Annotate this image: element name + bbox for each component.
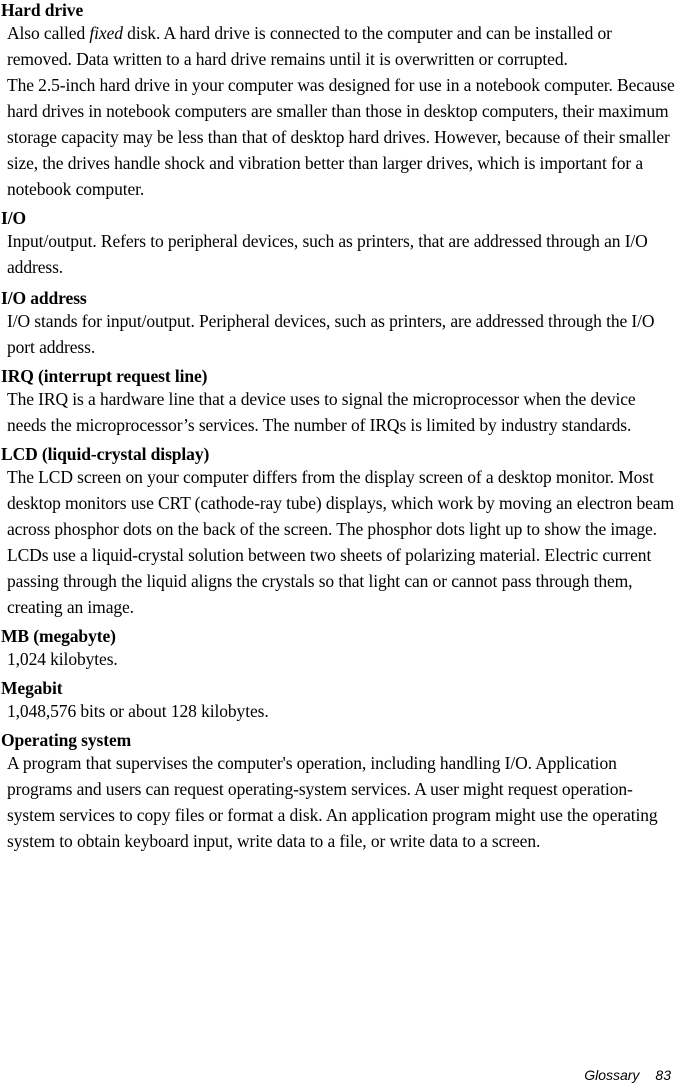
glossary-term: Megabit: [1, 678, 63, 698]
glossary-term: Hard drive: [1, 0, 84, 20]
glossary-entry-lcd: [0, 444, 681, 620]
emphasized-term: fixed: [89, 23, 123, 43]
definition-paragraph: A program that supervises the computer's operation, including handling I/O. Application programs and users can request operating-system services. A user might request operation-system services to copy files or format a disk. An application program might use the operating system to obtain keyboard input, write data to a file, or write data to a screen.: [7, 753, 658, 851]
glossary-term: MB (megabyte): [1, 626, 116, 646]
definition-paragraph: The LCD screen on your computer differs from the display screen of a desktop monitor. Most desktop monitors use CRT (cathode-ray tube) displays, which work by moving an electron beam across phosphor dots on the back of the screen. The phosphor dots light up to show the image. LCDs use a liquid-crystal solution between two sheets of polarizing material. Electric current passing through the liquid aligns the crystals so that light can or cannot pass through them, creating an image.: [7, 467, 675, 617]
glossary-term: I/O address: [1, 288, 87, 308]
glossary-entry-irq: [0, 366, 681, 438]
glossary-entry-operating-system: [0, 730, 681, 854]
glossary-definition: [0, 20, 679, 202]
definition-paragraph: Also called fixed disk. A hard drive is connected to the computer and can be installed or removed. Data written to a hard drive remains until it is overwritten or corrupted.: [7, 23, 612, 69]
glossary-term: I/O: [1, 208, 26, 228]
page-footer: [584, 1066, 671, 1084]
glossary-entry-io-address: [0, 288, 681, 360]
definition-paragraph: 1,024 kilobytes.: [7, 649, 118, 669]
glossary-term: LCD (liquid-crystal display): [1, 444, 210, 464]
glossary-entry-hard-drive: [0, 0, 681, 202]
glossary-definition: [0, 646, 679, 672]
glossary-entry-mb: [0, 626, 681, 672]
glossary-term: IRQ (interrupt request line): [1, 366, 208, 386]
definition-paragraph: I/O stands for input/output. Peripheral devices, such as printers, are addressed through the I/O port address.: [7, 311, 655, 357]
glossary-entry-megabit: [0, 678, 681, 724]
definition-paragraph: The IRQ is a hardware line that a device uses to signal the microprocessor when the device needs the microprocessor’s services. The number of IRQs is limited by industry standards.: [7, 389, 636, 435]
definition-paragraph: 1,048,576 bits or about 128 kilobytes.: [7, 701, 269, 721]
footer-section-title: Glossary: [584, 1067, 640, 1083]
glossary-definition: [0, 750, 679, 854]
page-number: 83: [655, 1067, 671, 1083]
definition-paragraph: Input/output. Refers to peripheral devices, such as printers, that are addressed through an I/O address.: [7, 231, 648, 277]
glossary-term: Operating system: [1, 730, 132, 750]
glossary-definition: [0, 698, 679, 724]
glossary-entry-io: [0, 208, 681, 280]
glossary-definition: [0, 464, 679, 620]
glossary-definition: [0, 386, 679, 438]
definition-paragraph: The 2.5-inch hard drive in your computer was designed for use in a notebook computer. Because hard drives in notebook computers are smaller than those in desktop computers, their maximum storage capacity may be less than that of desktop hard drives. However, because of their smaller size, the drives handle shock and vibration better than larger drives, which is important for a notebook computer.: [7, 75, 675, 199]
glossary-definition: [0, 308, 679, 360]
glossary-definition: [0, 228, 679, 280]
